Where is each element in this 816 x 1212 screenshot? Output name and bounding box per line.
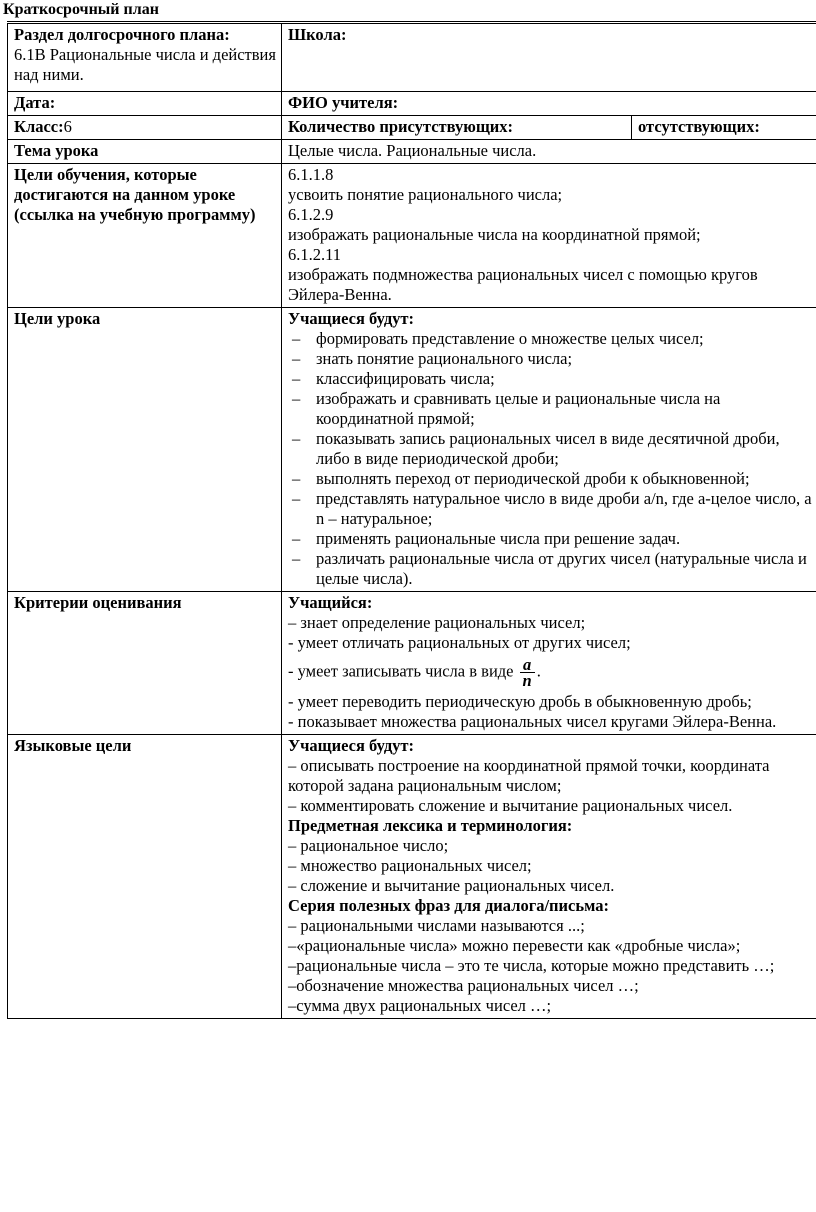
language-cell	[282, 735, 816, 1019]
list-item: – формировать представление о множестве целых чисел;	[288, 329, 814, 349]
criteria-heading: Учащийся:	[288, 593, 373, 612]
row-language	[8, 735, 816, 1019]
goals-label: Цели урока	[14, 309, 101, 328]
topic-value: Целые числа. Рациональные числа.	[288, 141, 537, 160]
list-item: – показывать запись рациональных чисел в виде десятичной дроби, либо в виде периодической дроби;	[288, 429, 814, 469]
row-section	[8, 23, 816, 92]
row-topic	[8, 140, 816, 164]
teacher-label: ФИО учителя:	[288, 93, 399, 112]
list-item: – классифицировать числа;	[288, 369, 814, 389]
list-item: – различать рациональные числа от других чисел (натуральные числа и целые числа).	[288, 549, 814, 589]
objective-line: усвоить понятие рационального числа;	[288, 185, 563, 204]
section-cell	[8, 23, 282, 92]
list-item: – выполнять переход от периодической дроби к обыкновенной;	[288, 469, 814, 489]
criteria-label: Критерии оценивания	[14, 593, 182, 612]
criteria-line-end: .	[536, 661, 541, 681]
goals-heading: Учащиеся будут:	[288, 309, 415, 328]
criteria-line: - умеет записывать числа в виде	[288, 661, 514, 681]
objectives-label-cell	[8, 164, 282, 308]
phrase-line: –обозначение множества рациональных чисел …;	[288, 976, 639, 995]
goals-label-cell	[8, 308, 282, 592]
language-label-cell	[8, 735, 282, 1019]
phrase-line: –сумма двух рациональных чисел …;	[288, 996, 552, 1015]
terminology-line: – сложение и вычитание рациональных чисел.	[288, 876, 615, 895]
row-criteria	[8, 592, 816, 735]
teacher-cell	[282, 92, 816, 116]
goals-list	[288, 329, 814, 589]
criteria-label-cell	[8, 592, 282, 735]
list-item: – представлять натуральное число в виде дроби a/n, где а-целое число, а n – натуральное;	[288, 489, 814, 529]
list-item: – изображать и сравнивать целые и рациональные числа на координатной прямой;	[288, 389, 814, 429]
phrase-line: –«рациональные числа» можно перевести как «дробные числа»;	[288, 936, 741, 955]
language-line: – описывать построение на координатной прямой точки, координата которой задана рациональным числом;	[288, 756, 770, 795]
list-item: – знать понятие рационального числа;	[288, 349, 814, 369]
criteria-line: - показывает множества рациональных чисел кругами Эйлера-Венна.	[288, 712, 777, 731]
present-label: Количество присутствующих:	[288, 117, 514, 136]
class-label: Класс:	[14, 117, 64, 136]
terminology-line: – рациональное число;	[288, 836, 449, 855]
language-heading: Учащиеся будут:	[288, 736, 415, 755]
section-value: 6.1В Рациональные числа и действия над ними.	[14, 45, 276, 84]
objective-line: изображать рациональные числа на координатной прямой;	[288, 225, 701, 244]
row-class	[8, 116, 816, 140]
terminology-line: – множество рациональных чисел;	[288, 856, 532, 875]
objective-line: 6.1.2.9	[288, 205, 334, 224]
criteria-cell	[282, 592, 816, 735]
criteria-line: – знает определение рациональных чисел;	[288, 613, 586, 632]
topic-label-cell	[8, 140, 282, 164]
school-cell	[282, 23, 816, 92]
topic-value-cell	[282, 140, 816, 164]
school-label: Школа:	[288, 25, 347, 44]
topic-label: Тема урока	[14, 141, 99, 160]
language-line: – комментировать сложение и вычитание рациональных чисел.	[288, 796, 733, 815]
phrase-line: –рациональные числа – это те числа, которые можно представить …;	[288, 956, 775, 975]
criteria-line: - умеет отличать рациональных от других чисел;	[288, 633, 631, 652]
terminology-heading: Предметная лексика и терминология:	[288, 816, 573, 835]
class-cell	[8, 116, 282, 140]
phrases-heading: Серия полезных фраз для диалога/письма:	[288, 896, 609, 915]
absent-label: отсутствующих:	[638, 117, 760, 136]
row-objectives	[8, 164, 816, 308]
lesson-plan-table	[7, 21, 816, 1019]
section-label: Раздел долгосрочного плана:	[14, 25, 230, 44]
row-goals	[8, 308, 816, 592]
objective-line: 6.1.1.8	[288, 165, 334, 184]
criteria-fraction-line	[288, 653, 814, 692]
fraction-denominator: n	[522, 671, 532, 690]
page-title: Краткосрочный план	[3, 1, 159, 18]
objective-line: изображать подмножества рациональных чисел с помощью кругов Эйлера-Венна.	[288, 265, 758, 304]
goals-cell	[282, 308, 816, 592]
list-item: – применять рациональные числа при решение задач.	[288, 529, 814, 549]
date-label: Дата:	[14, 93, 56, 112]
objectives-cell	[282, 164, 816, 308]
language-label: Языковые цели	[14, 736, 132, 755]
criteria-line: - умеет переводить периодическую дробь в обыкновенную дробь;	[288, 692, 752, 711]
class-value: 6	[63, 117, 72, 136]
objectives-label: Цели обучения, которые достигаются на данном уроке (ссылка на учебную программу)	[14, 165, 256, 224]
phrase-line: – рациональными числами называются ...;	[288, 916, 585, 935]
fraction-numerator: a	[520, 657, 535, 673]
absent-cell	[632, 116, 816, 140]
row-date	[8, 92, 816, 116]
fraction-a-over-n	[520, 657, 535, 688]
present-cell	[282, 116, 632, 140]
date-cell	[8, 92, 282, 116]
objective-line: 6.1.2.11	[288, 245, 342, 264]
